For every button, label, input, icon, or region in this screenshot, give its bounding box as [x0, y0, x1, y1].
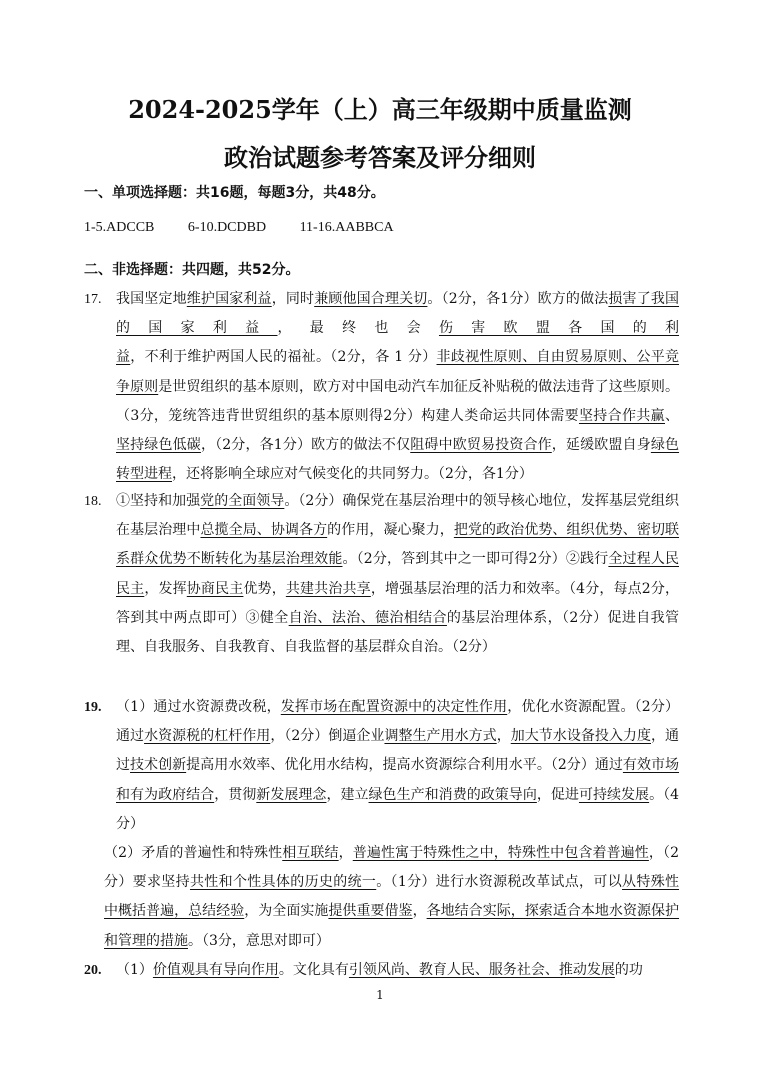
question-number: 20. [84, 963, 102, 978]
section-2-heading: 二、非选择题：共四题，共52分。 [84, 262, 300, 278]
question-17-answer: 我国坚定地维护国家利益，同时兼顾他国合理关切。（2分，各1分）欧方的做法损害了我国的国家利益，最终也会伤害欧盟各国的利益，不利于维护两国人民的福祉。（2分，各 1 分）非歧视性原则、自由贸易原则、公平竞争原则是世贸组织的基本原则，欧方对中国电动汽车加征反补贴税的做法违背了这些原则。（3分，笼统答违背世贸组织的基本原则得2分）构建人类命运共同体需要坚持合作共赢、坚持绿色低碳，（2分，各1分）欧方的做法不仅阻碍中欧贸易投资合作，延缓欧盟自身绿色转型进程，还将影响全球应对气候变化的共同努力。（2分，各1分） [116, 291, 680, 483]
section-1-heading: 一、单项选择题：共16题，每题3分，共48分。 [84, 185, 385, 201]
question-20-answer: （1）价值观具有导向作用。文化具有引领风尚、教育人民、服务社会、推动发展的功 [116, 962, 643, 979]
question-number: 18. [84, 494, 102, 509]
question-19 [84, 693, 679, 839]
question-18 [84, 487, 679, 662]
document-title: 2024-2025学年（上）高三年级期中质量监测 [128, 95, 632, 124]
question-18-answer: ①坚持和加强党的全面领导。（2分）确保党在基层治理中的领导核心地位，发挥基层党组织在基层治理中总揽全局、协调各方的作用，凝心聚力，把党的政治优势、组织优势、密切联系群众优势不断转化为基层治理效能。（2分，答到其中之一即可得2分）②践行全过程人民民主，发挥协商民主优势，共建共治共享，增强基层治理的活力和效率。（4分，每点2分，答到其中两点即可）③健全自治、法治、德治相结合的基层治理体系，（2分）促进自我管理、自我服务、自我教育、自我监督的基层群众自治。（2分） [116, 493, 680, 656]
question-19-part-2: （2）矛盾的普遍性和特殊性相互联结，普遍性寓于特殊性之中，特殊性中包含着普遍性，（2分）要求坚持共性和个性具体的历史的统一。（1分）进行水资源税改革试点，可以从特殊性中概括普遍，总结经验，为全面实施提供重要借鉴，各地结合实际，探索适合本地水资源保护和管理的措施。（3分，意思对即可） [104, 845, 680, 949]
answers-1-5: 1-5.ADCCB [84, 220, 155, 235]
page-number: 1 [376, 988, 384, 1002]
question-17 [84, 285, 679, 489]
answers-11-16: 11-16.AABBCA [299, 220, 394, 235]
question-number: 19. [84, 700, 102, 715]
choice-answers [84, 220, 420, 236]
answers-6-10: 6-10.DCDBD [187, 220, 267, 235]
document-subtitle: 政治试题参考答案及评分细则 [224, 143, 536, 172]
question-19-part-1: （1）通过水资源费改税，发挥市场在配置资源中的决定性作用，优化水资源配置。（2分）通过水资源税的杠杆作用，（2分）倒逼企业调整生产用水方式，加大节水设备投入力度，通过技术创新提高用水效率、优化用水结构，提高水资源综合利用水平。（2分）通过有效市场和有为政府结合，贯彻新发展理念，建立绿色生产和消费的政策导向，促进可持续发展。（4分） [116, 699, 680, 832]
question-20 [84, 956, 679, 985]
question-number: 17. [84, 292, 102, 307]
